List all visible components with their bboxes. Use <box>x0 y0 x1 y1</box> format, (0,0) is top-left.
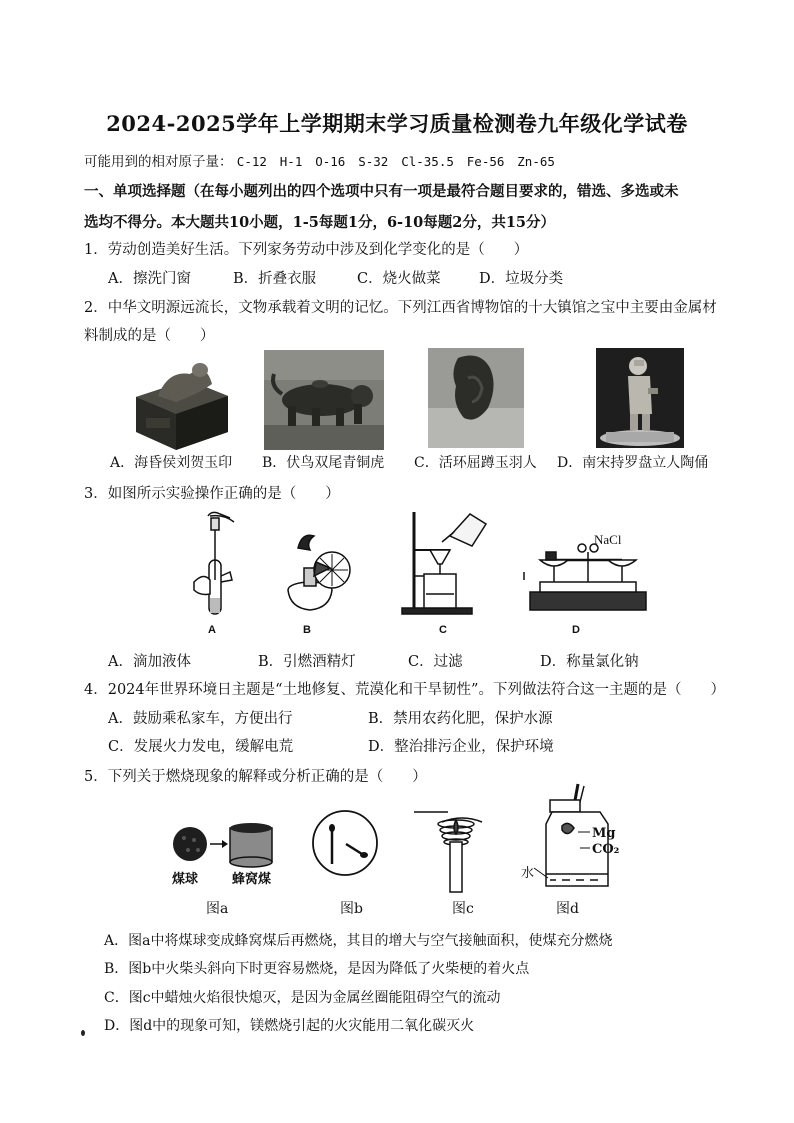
candle-wire-coil-diagram <box>412 800 492 895</box>
q3-stem: 3．如图所示实验操作正确的是（ ） <box>84 486 340 502</box>
q3-figure-label-d: D <box>572 624 580 636</box>
q2-stem-line2: 料制成的是（ ） <box>84 328 215 344</box>
mass-fe: Fe-56 <box>466 154 505 169</box>
q2-option-a: A．海昏侯刘贺玉印 <box>110 455 233 471</box>
q5-caption-c: 图c <box>452 901 474 917</box>
mass-h: H-1 <box>279 154 303 169</box>
filtration-diagram <box>400 508 490 618</box>
mass-zn: Zn-65 <box>517 154 555 169</box>
page-title: 2024-2025学年上学期期末学习质量检测卷九年级化学试卷 <box>106 111 688 136</box>
q5-option-a: A．图a中将煤球变成蜂窝煤后再燃烧，其目的增大与空气接触面积，使煤充分燃烧 <box>104 933 613 949</box>
dropper-diagram <box>190 510 250 618</box>
q3-option-a: A．滴加液体 <box>108 654 191 670</box>
honeycomb-coal-label: 蜂窝煤 <box>232 872 272 887</box>
q3-figure-label-a: A <box>208 624 216 636</box>
water-label: 水 <box>521 866 535 881</box>
coal-ball-honeycomb-diagram <box>168 820 278 870</box>
q3-figure-label-c: C <box>439 624 447 636</box>
q5-caption-d: 图d <box>556 901 579 917</box>
mass-s: S-32 <box>358 154 389 169</box>
q1-option-c: C．烧火做菜 <box>357 271 441 287</box>
q2-option-c: C．活环屈蹲玉羽人 <box>414 455 537 471</box>
q1-option-a: A．擦洗门窗 <box>108 271 191 287</box>
balance-diagram <box>524 530 654 618</box>
q4-option-d: D．整治排污企业，保护环境 <box>368 739 554 755</box>
q5-option-c: C．图c中蜡烛火焰很快熄灭，是因为金属丝圈能阻碍空气的流动 <box>104 990 501 1006</box>
q1-stem: 1．劳动创造美好生活。下列家务劳动中涉及到化学变化的是（ ） <box>84 242 529 258</box>
alcohol-lamp-diagram <box>280 528 360 618</box>
q5-caption-b: 图b <box>340 901 363 917</box>
jade-feathered-figure-image <box>428 348 524 448</box>
jade-seal-image <box>128 352 238 452</box>
atomic-masses <box>84 150 555 170</box>
section-heading-line2: 选均不得分。本大题共10小题，1-5每题1分，6-10每题2分，共15分） <box>84 214 556 231</box>
q4-option-b: B．禁用农药化肥，保护水源 <box>368 711 553 727</box>
co2-label: CO₂ <box>592 842 620 857</box>
pottery-figurine-image <box>596 348 684 448</box>
bronze-tiger-image <box>264 350 384 450</box>
q3-option-c: C．过滤 <box>408 654 463 670</box>
mg-label: Mg <box>592 826 616 841</box>
q1-option-d: D．垃圾分类 <box>479 271 564 287</box>
mass-c: C-12 <box>236 154 267 169</box>
nacl-label: NaCl <box>594 532 622 547</box>
q4-option-c: C．发展火力发电，缓解电荒 <box>108 739 294 755</box>
atomic-masses-label: 可能用到的相对原子量： <box>84 154 233 170</box>
q5-option-d: D．图d中的现象可知，镁燃烧引起的火灾能用二氧化碳灭火 <box>104 1018 475 1034</box>
q5-stem: 5．下列关于燃烧现象的解释或分析正确的是（ ） <box>84 769 427 785</box>
match-diagram <box>310 808 380 878</box>
ink-speck <box>81 1030 85 1036</box>
q3-option-b: B．引燃酒精灯 <box>258 654 356 670</box>
q1-option-b: B．折叠衣服 <box>233 271 317 287</box>
mass-cl: Cl-35.5 <box>401 154 454 169</box>
section-heading-line1: 一、单项选择题（在每小题列出的四个选项中只有一项是最符合题目要求的，错选、多选或未 <box>84 183 679 200</box>
q2-stem-line1: 2．中华文明源远流长，文物承载着文明的记忆。下列江西省博物馆的十大镇馆之宝中主要由金属材 <box>84 300 717 316</box>
coal-ball-label: 煤球 <box>172 872 199 887</box>
q5-option-b: B．图b中火柴头斜向下时更容易燃烧，是因为降低了火柴梗的着火点 <box>104 961 530 977</box>
q4-stem: 4．2024年世界环境日主题是“土地修复、荒漠化和干旱韧性”。下列做法符合这一主题的是（ ） <box>84 682 725 698</box>
q2-option-d: D．南宋持罗盘立人陶俑 <box>557 455 709 471</box>
q3-option-d: D．称量氯化钠 <box>540 654 639 670</box>
q3-figure-label-b: B <box>303 624 311 636</box>
mass-o: O-16 <box>315 154 346 169</box>
q5-caption-a: 图a <box>206 901 229 917</box>
q4-option-a: A．鼓励乘私家车，方便出行 <box>108 711 293 727</box>
q2-option-b: B．伏鸟双尾青铜虎 <box>262 455 385 471</box>
